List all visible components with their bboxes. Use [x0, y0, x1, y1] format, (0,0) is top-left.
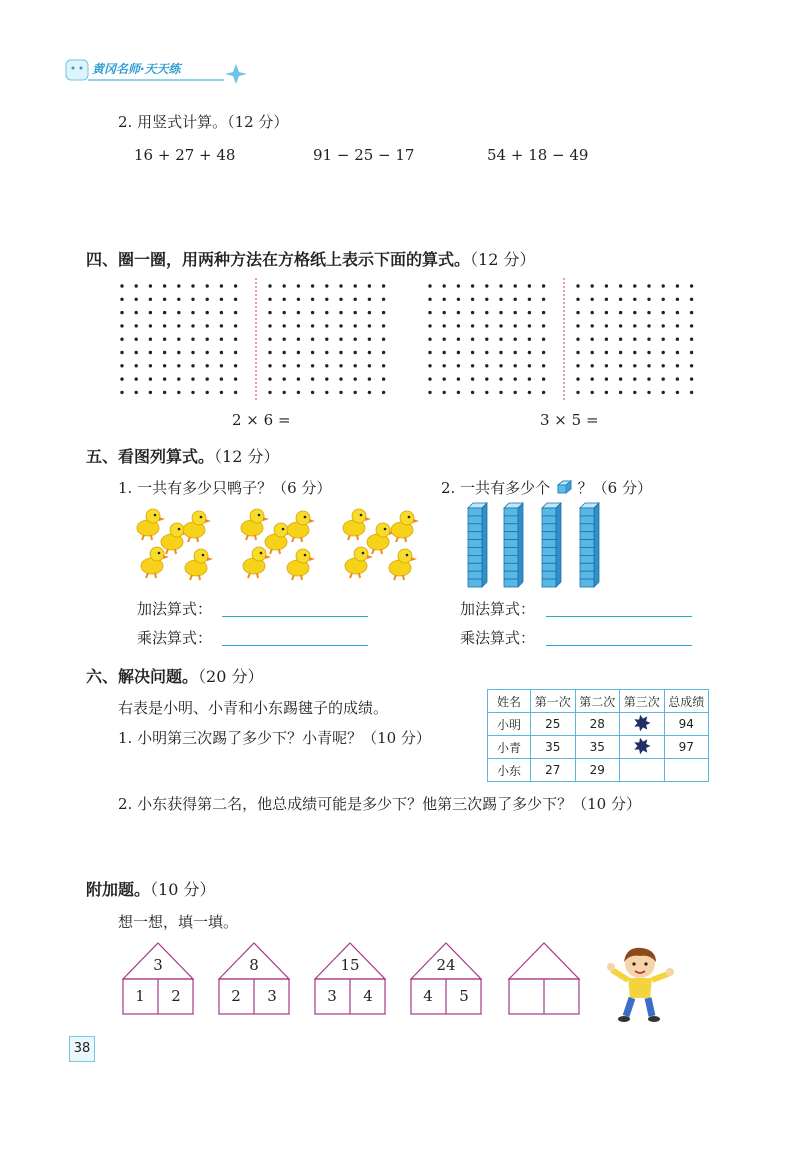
table-cell: 小东 — [488, 759, 531, 782]
table-header-cell: 姓名 — [488, 690, 531, 713]
header-logo — [64, 56, 254, 86]
duck-icon — [391, 511, 419, 542]
house-right-number: 4 — [363, 987, 373, 1005]
duck-icon — [241, 509, 269, 540]
table-row — [488, 713, 709, 736]
s4-eq-1: 2 × 6 = — [232, 411, 291, 429]
s4-title — [86, 247, 535, 270]
house-right-number: 2 — [171, 987, 181, 1005]
table-row — [488, 759, 709, 782]
house-right-number: 3 — [267, 987, 277, 1005]
table-header-row — [488, 690, 709, 713]
house-top-number: 3 — [153, 956, 163, 974]
table-cell-ink-blot — [620, 736, 665, 759]
s2-expr-3: 54 + 18 − 49 — [487, 146, 589, 164]
duck-icon — [343, 509, 371, 540]
house-left-number: 2 — [231, 987, 241, 1005]
table-header-cell: 总成绩 — [664, 690, 709, 713]
table-header-cell: 第二次 — [575, 690, 620, 713]
s6-q2: 2. 小东获得第二名，他总成绩可能是多少下？他第三次踢了多少下？（10 分） — [118, 795, 641, 813]
cube-icon — [555, 479, 573, 495]
duck-icon — [183, 511, 211, 542]
s2-title: 2. 用竖式计算。（12 分） — [118, 113, 289, 131]
table-cell: 29 — [575, 759, 620, 782]
s5-add-label-2: 加法算式： — [460, 600, 536, 618]
extra-score: （10 分） — [150, 880, 216, 899]
table-cell: 小明 — [488, 713, 531, 736]
house-top-number: 15 — [340, 956, 360, 974]
s6-title — [86, 664, 263, 687]
house — [122, 942, 194, 1016]
page-number: 38 — [69, 1036, 95, 1062]
s4-title-text: 四、圈一圈，用两种方法在方格纸上表示下面的算式。 — [86, 250, 471, 269]
s5-q2 — [441, 477, 652, 498]
s4-score: （12 分） — [470, 250, 536, 269]
cube-columns-picture — [462, 502, 612, 592]
s4-eq-2: 3 × 5 = — [540, 411, 599, 429]
ducks-picture — [128, 502, 428, 588]
duck-icon — [345, 547, 373, 578]
s6-score: （20 分） — [198, 667, 264, 686]
table-header-cell: 第一次 — [531, 690, 576, 713]
table-cell: 35 — [575, 736, 620, 759]
s6-title-text: 六、解决问题。 — [86, 667, 199, 686]
table-cell: 97 — [664, 736, 709, 759]
house — [410, 942, 482, 1016]
s5-q1: 1. 一共有多少只鸭子？（6 分） — [118, 479, 332, 497]
house-right-number: 5 — [459, 987, 469, 1005]
s5-add-answer-1[interactable] — [222, 616, 368, 617]
extra-title — [86, 877, 215, 900]
s5-add-answer-2[interactable] — [546, 616, 692, 617]
table-cell: 小青 — [488, 736, 531, 759]
s5-q2-text-b: ？（6 分） — [577, 479, 652, 497]
brand-title: 黄冈名师·天天练 — [92, 62, 181, 76]
house-top-number: 24 — [436, 956, 456, 974]
extra-prompt: 想一想，填一填。 — [118, 913, 239, 931]
s5-title — [86, 444, 279, 467]
ink-splat-icon — [631, 714, 653, 732]
s5-title-text: 五、看图列算式。 — [86, 447, 215, 466]
s5-q2-text-a: 2. 一共有多少个 — [441, 479, 551, 497]
s6-intro: 右表是小明、小青和小东踢毽子的成绩。 — [118, 699, 389, 717]
duck-icon — [287, 549, 315, 580]
duck-icon — [141, 547, 169, 578]
s5-add-label-1: 加法算式： — [137, 600, 213, 618]
house-top-number: 8 — [249, 956, 259, 974]
score-table — [487, 689, 709, 782]
extra-title-text: 附加题。 — [86, 880, 151, 899]
ink-splat-icon — [631, 737, 653, 755]
house — [508, 942, 580, 1016]
house-outline — [508, 942, 580, 1016]
duck-icon — [185, 549, 213, 580]
cube-column — [468, 503, 487, 587]
house-left-number: 4 — [423, 987, 433, 1005]
table-cell: 25 — [531, 713, 576, 736]
s6-q1: 1. 小明第三次踢了多少下？小青呢？（10 分） — [118, 729, 431, 747]
table-cell: 35 — [531, 736, 576, 759]
house — [218, 942, 290, 1016]
table-cell: 28 — [575, 713, 620, 736]
s5-mul-label-1: 乘法算式： — [137, 629, 213, 647]
boy-cartoon-icon — [604, 942, 676, 1024]
duck-icon — [243, 547, 271, 578]
duck-icon — [367, 523, 395, 554]
table-cell-empty[interactable] — [664, 759, 709, 782]
table-cell: 27 — [531, 759, 576, 782]
duck-icon — [389, 549, 417, 580]
s2-expr-1: 16 + 27 + 48 — [134, 146, 236, 164]
s5-mul-label-2: 乘法算式： — [460, 629, 536, 647]
s5-mul-answer-1[interactable] — [222, 645, 368, 646]
table-cell-empty[interactable] — [620, 759, 665, 782]
house-left-number: 1 — [135, 987, 145, 1005]
table-cell: 94 — [664, 713, 709, 736]
dot-grid-paper[interactable] — [110, 278, 710, 403]
table-cell-ink-blot — [620, 713, 665, 736]
cube-column — [542, 503, 561, 587]
duck-icon — [287, 511, 315, 542]
s5-mul-answer-2[interactable] — [546, 645, 692, 646]
table-row — [488, 736, 709, 759]
house-left-number: 3 — [327, 987, 337, 1005]
cube-column — [580, 503, 599, 587]
table-header-cell: 第三次 — [620, 690, 665, 713]
cube-column — [504, 503, 523, 587]
duck-icon — [137, 509, 165, 540]
house — [314, 942, 386, 1016]
s5-score: （12 分） — [214, 447, 280, 466]
s2-expr-2: 91 − 25 − 17 — [313, 146, 415, 164]
